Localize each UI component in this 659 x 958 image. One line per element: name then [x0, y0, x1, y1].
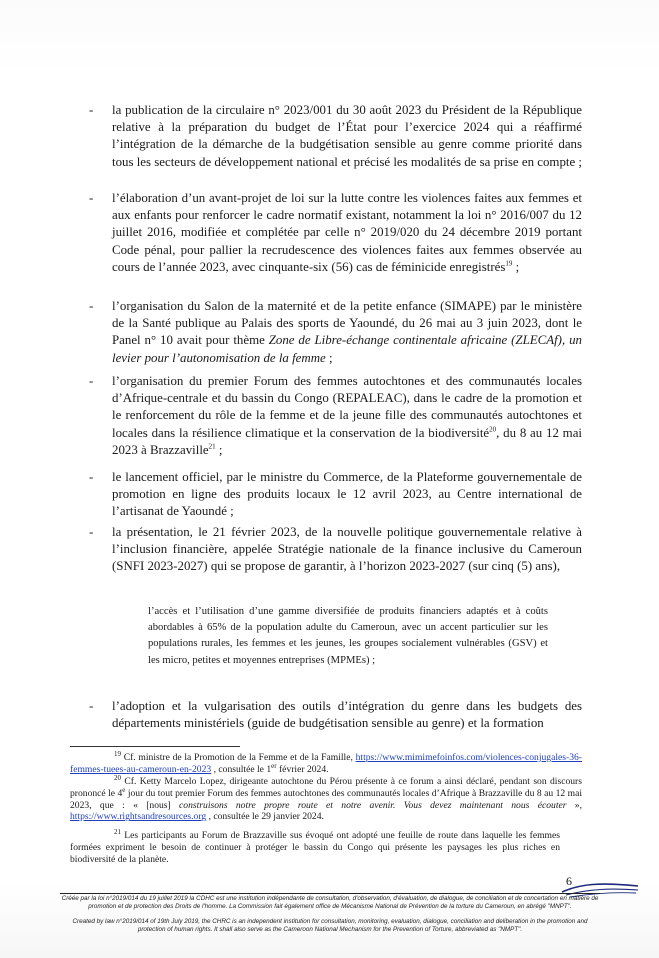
footer-en: Created by law n°2019/014 of 19th July 2019, the CHRC is an independent institution for consultation, monitoring, evaluation, dialogue, conciliation and deliberation in the promotion and protection of human rights. It shall also serve as the Cameroon National Mechanism for the Prevention of Torture, abbreviated as "NMPT". [72, 918, 588, 933]
list-item: l’organisation du Salon de la maternité et de la petite enfance (SIMAPE) par le ministère de la Santé publique au Palais des sports de Yaoundé, du 26 mai au 3 juin 2023, dont le Panel n° 10 avait pour thème Zone de Libre-échange continentale africaine (ZLECAf), un levier pour l’autonomisation de la femme ; [112, 299, 582, 365]
list-item: l’adoption et la vulgarisation des outils d’intégration du genre dans les budgets des départements ministériels (guide de budgétisation sensible au genre) et la formation [112, 699, 582, 731]
list-item: l’organisation du premier Forum des femmes autochtones et des communautés locales d’Afrique-centrale et du bassin du Congo (REPALEAC), dans le cadre de la promotion et le renforcement du rôle de la femme et de la jeune fille des communautés autochtones et locales dans la résilience climatique et la conservation de la biodiversité$^{20}$, du 8 au 12 mai 2023 à Brazzaville$^{21}$ ; [112, 374, 582, 457]
bullet-dash: - [89, 299, 94, 313]
footnote-ref: 20 [489, 425, 497, 434]
footnote-separator [70, 746, 240, 747]
footnote-link[interactable]: https://www.mimimefoinfos.com/violences-conjugales-36-femmes-tuees-au-cameroun-en-2023 [70, 752, 582, 775]
footnote-link[interactable]: https://www.rightsandresources.org [70, 811, 207, 823]
footnote-ref: 21 [208, 442, 216, 451]
footnote-21: $^{21}$ Les participants au Forum de Brazzaville sus évoqué ont adopté une feuille de route dans laquelle les femmes formées expriment le besoin de continuer à protéger le bassin du Congo qui présente les paysages les plus riches en biodiversité de la planète. [70, 827, 560, 865]
footer-rule [60, 893, 600, 894]
list-item: la publication de la circulaire n° 2023/001 du 30 août 2023 du Président de la République relative à la préparation du budget de l’État pour l’exercice 2024 qui a réaffirmé l’intégration de la démarche de la budgétisation sensible au genre comme priorité dans tous les secteurs de développement national et précisé les modalités de sa prise en compte ; [112, 103, 582, 169]
bullet-dash: - [89, 191, 94, 205]
list-item: l’élaboration d’un avant-projet de loi sur la lutte contre les violences faites aux femmes et aux enfants pour renforcer le cadre normatif existant, notamment la loi n° 2016/007 du 12 juillet 2016, modifiée et complétée par celle n° 2019/020 du 24 décembre 2019 portant Code pénal, pour pallier la recrudescence des violences faites aux femmes observée au cours de l’année 2023, avec cinquante-six (56) cas de féminicide enregistrés$^{19}$ ; [112, 191, 582, 274]
bullet-dash: - [89, 525, 94, 539]
list-item: le lancement officiel, par le ministre du Commerce, de la Plateforme gouvernementale de promotion en ligne des produits locaux le 12 avril 2023, au Centre international de l’artisanat de Yaoundé ; [112, 470, 582, 519]
block-quote: l’accès et l’utilisation d’une gamme diversifiée de produits financiers adaptés et à coûts abordables à 65% de la population adulte du Cameroun, avec un accent particulier sur les populations rurales, les femmes et les jeunes, les groupes socialement vulnérables (GSV) et les micro, petites et moyennes entreprises (MPMEs) ; [148, 606, 548, 666]
bullet-dash: - [89, 699, 94, 713]
footer-fr: Créée par la loi n°2019/014 du 19 juillet 2019 la CDHC est une institution indépendante de consultation, d'observation, d'évaluation, de dialogue, de conciliation et de concertation en matière de promotion et de protection des Droits de l'homme. La Commission fait également office de Mécanisme National de Prévention de la torture du Cameroun, en abrégé "MNPT". [61, 895, 599, 910]
list-item: la présentation, le 21 février 2023, de la nouvelle politique gouvernementale relative à l’inclusion financière, appelée Stratégie nationale de la finance inclusive du Cameroun (SNFI 2023-2027) qui se propose de garantir, à l’horizon 2023-2027 (sur cinq (5) ans), [112, 525, 582, 574]
bullet-dash: - [89, 103, 94, 117]
footnote-19: $^{19}$ Cf. ministre de la Promotion de la Femme et de la Famille, https://www.mimimefoinfos.com/violences-conjugales-36-femmes-tuees-au-cameroun-en-2023 , consultée le 1er février 2024. [70, 749, 582, 775]
footnote-ref: 19 [505, 259, 513, 268]
footnote-20: $^{20}$ Cf. Ketty Marcelo Lopez, dirigeante autochtone du Pérou présente à ce forum a ainsi déclaré, pendant son discours prononcé le 4e jour du tout premier Forum des femmes autochtones des communautés locales d’Afrique à Brazzaville du 8 au 12 mai 2023, que : « [nous] construisons notre propre route et notre avenir. Vous devez maintenant nous écouter », https://www.rightsandresources.org , consultée le 29 janvier 2024. [70, 773, 583, 823]
bullet-dash: - [89, 470, 94, 484]
page-number: 6 [566, 874, 572, 888]
panel-theme: Zone de Libre-échange continentale africaine (ZLECAf), un levier pour l’autonomisation de la femme [112, 333, 582, 365]
bullet-dash: - [89, 374, 94, 388]
